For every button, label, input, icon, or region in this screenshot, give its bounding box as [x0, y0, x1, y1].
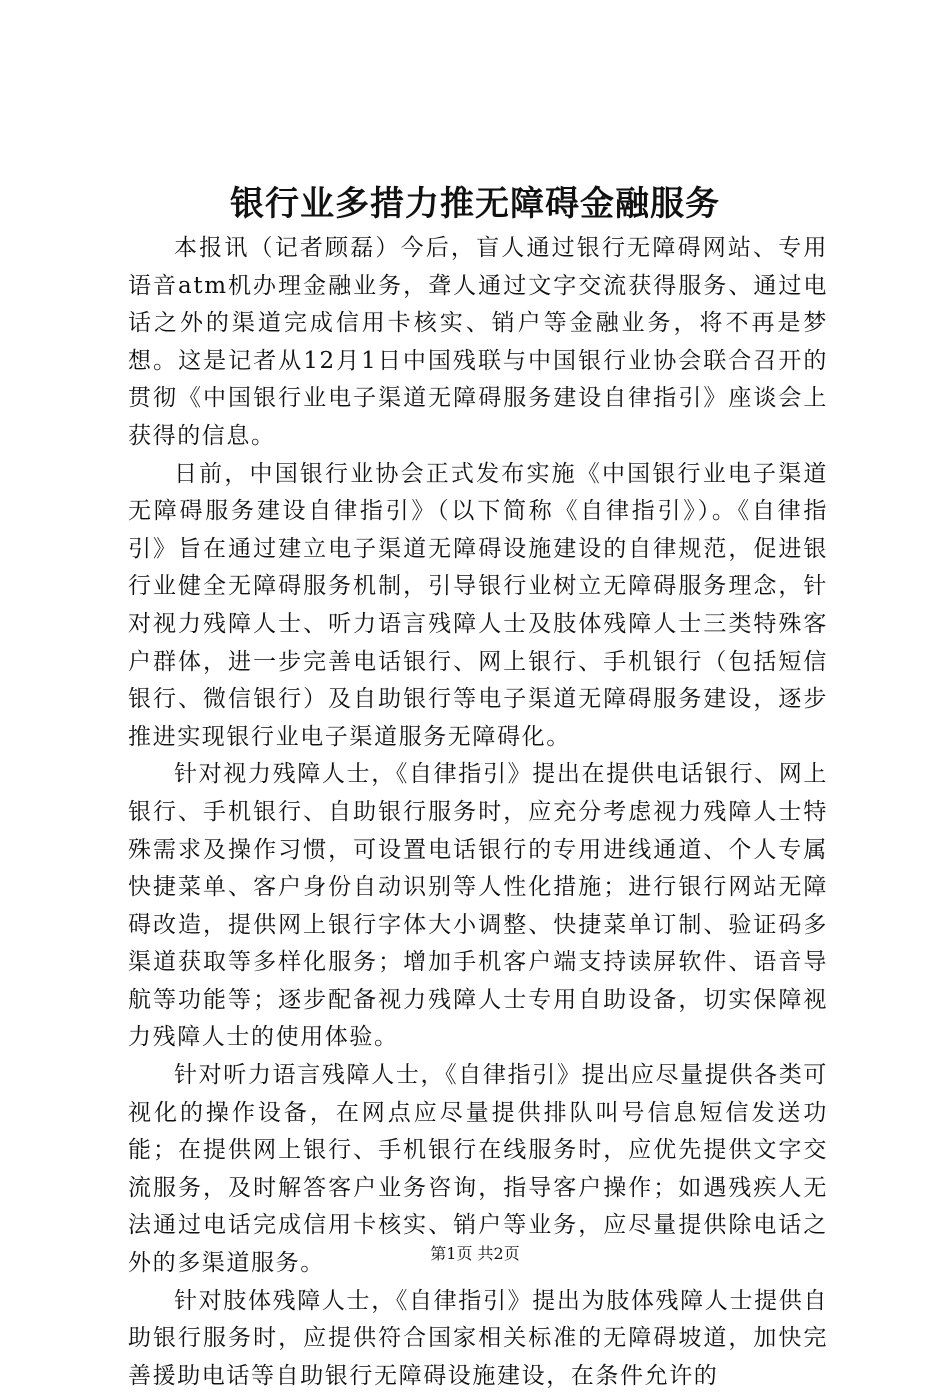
paragraph-2: 日前，中国银行业协会正式发布实施《中国银行业电子渠道无障碍服务建设自律指引》（以下简称《自律指引》）。《自律指引》旨在通过建立电子渠道无障碍设施建设的自律规范，促进银行业健全无障碍服务机制，引导银行业树立无障碍服务理念，针对视力残障人士、听力语言残障人士及肢体残障人士三类特殊客户群体，进一步完善电话银行、网上银行、手机银行（包括短信银行、微信银行）及自助银行等电子渠道无障碍服务建设，逐步推进实现银行业电子渠道服务无障碍化。 [128, 460, 828, 750]
paragraph-1: 本报讯（记者顾磊）今后，盲人通过银行无障碍网站、专用语音atm机办理金融业务，聋人通过文字交流获得服务、通过电话之外的渠道完成信用卡核实、销户等金融业务，将不再是梦想。这是记者从12月1日中国残联与中国银行业协会联合召开的贯彻《中国银行业电子渠道无障碍服务建设自律指引》座谈会上获得的信息。 [128, 235, 828, 449]
article-title: 银行业多措力推无障碍金融服务 [230, 184, 720, 224]
paragraph-5: 针对肢体残障人士，《自律指引》提出为肢体残障人士提供自助银行服务时，应提供符合国家相关标准的无障碍坡道，加快完善援助电话等自助银行无障碍设施建设，在条件允许的 [128, 1287, 828, 1389]
page-footer: 第1页 共2页 [430, 1244, 520, 1263]
paragraph-3: 针对视力残障人士，《自律指引》提出在提供电话银行、网上银行、手机银行、自助银行服务时，应充分考虑视力残障人士特殊需求及操作习惯，可设置电话银行的专用进线通道、个人专属快捷菜单、客户身份自动识别等人性化措施；进行银行网站无障碍改造，提供网上银行字体大小调整、快捷菜单订制、验证码多渠道获取等多样化服务；增加手机客户端支持读屏软件、语音导航等功能等；逐步配备视力残障人士专用自助设备，切实保障视力残障人士的使用体验。 [128, 761, 828, 1051]
paragraph-4: 针对听力语言残障人士，《自律指引》提出应尽量提供各类可视化的操作设备，在网点应尽量提供排队叫号信息短信发送功能；在提供网上银行、手机银行在线服务时，应优先提供文字交流服务，及时解答客户业务咨询，指导客户操作；如遇残疾人无法通过电话完成信用卡核实、销户等业务，应尽量提供除电话之外的多渠道服务。 [128, 1062, 828, 1277]
article-body [128, 230, 828, 1395]
